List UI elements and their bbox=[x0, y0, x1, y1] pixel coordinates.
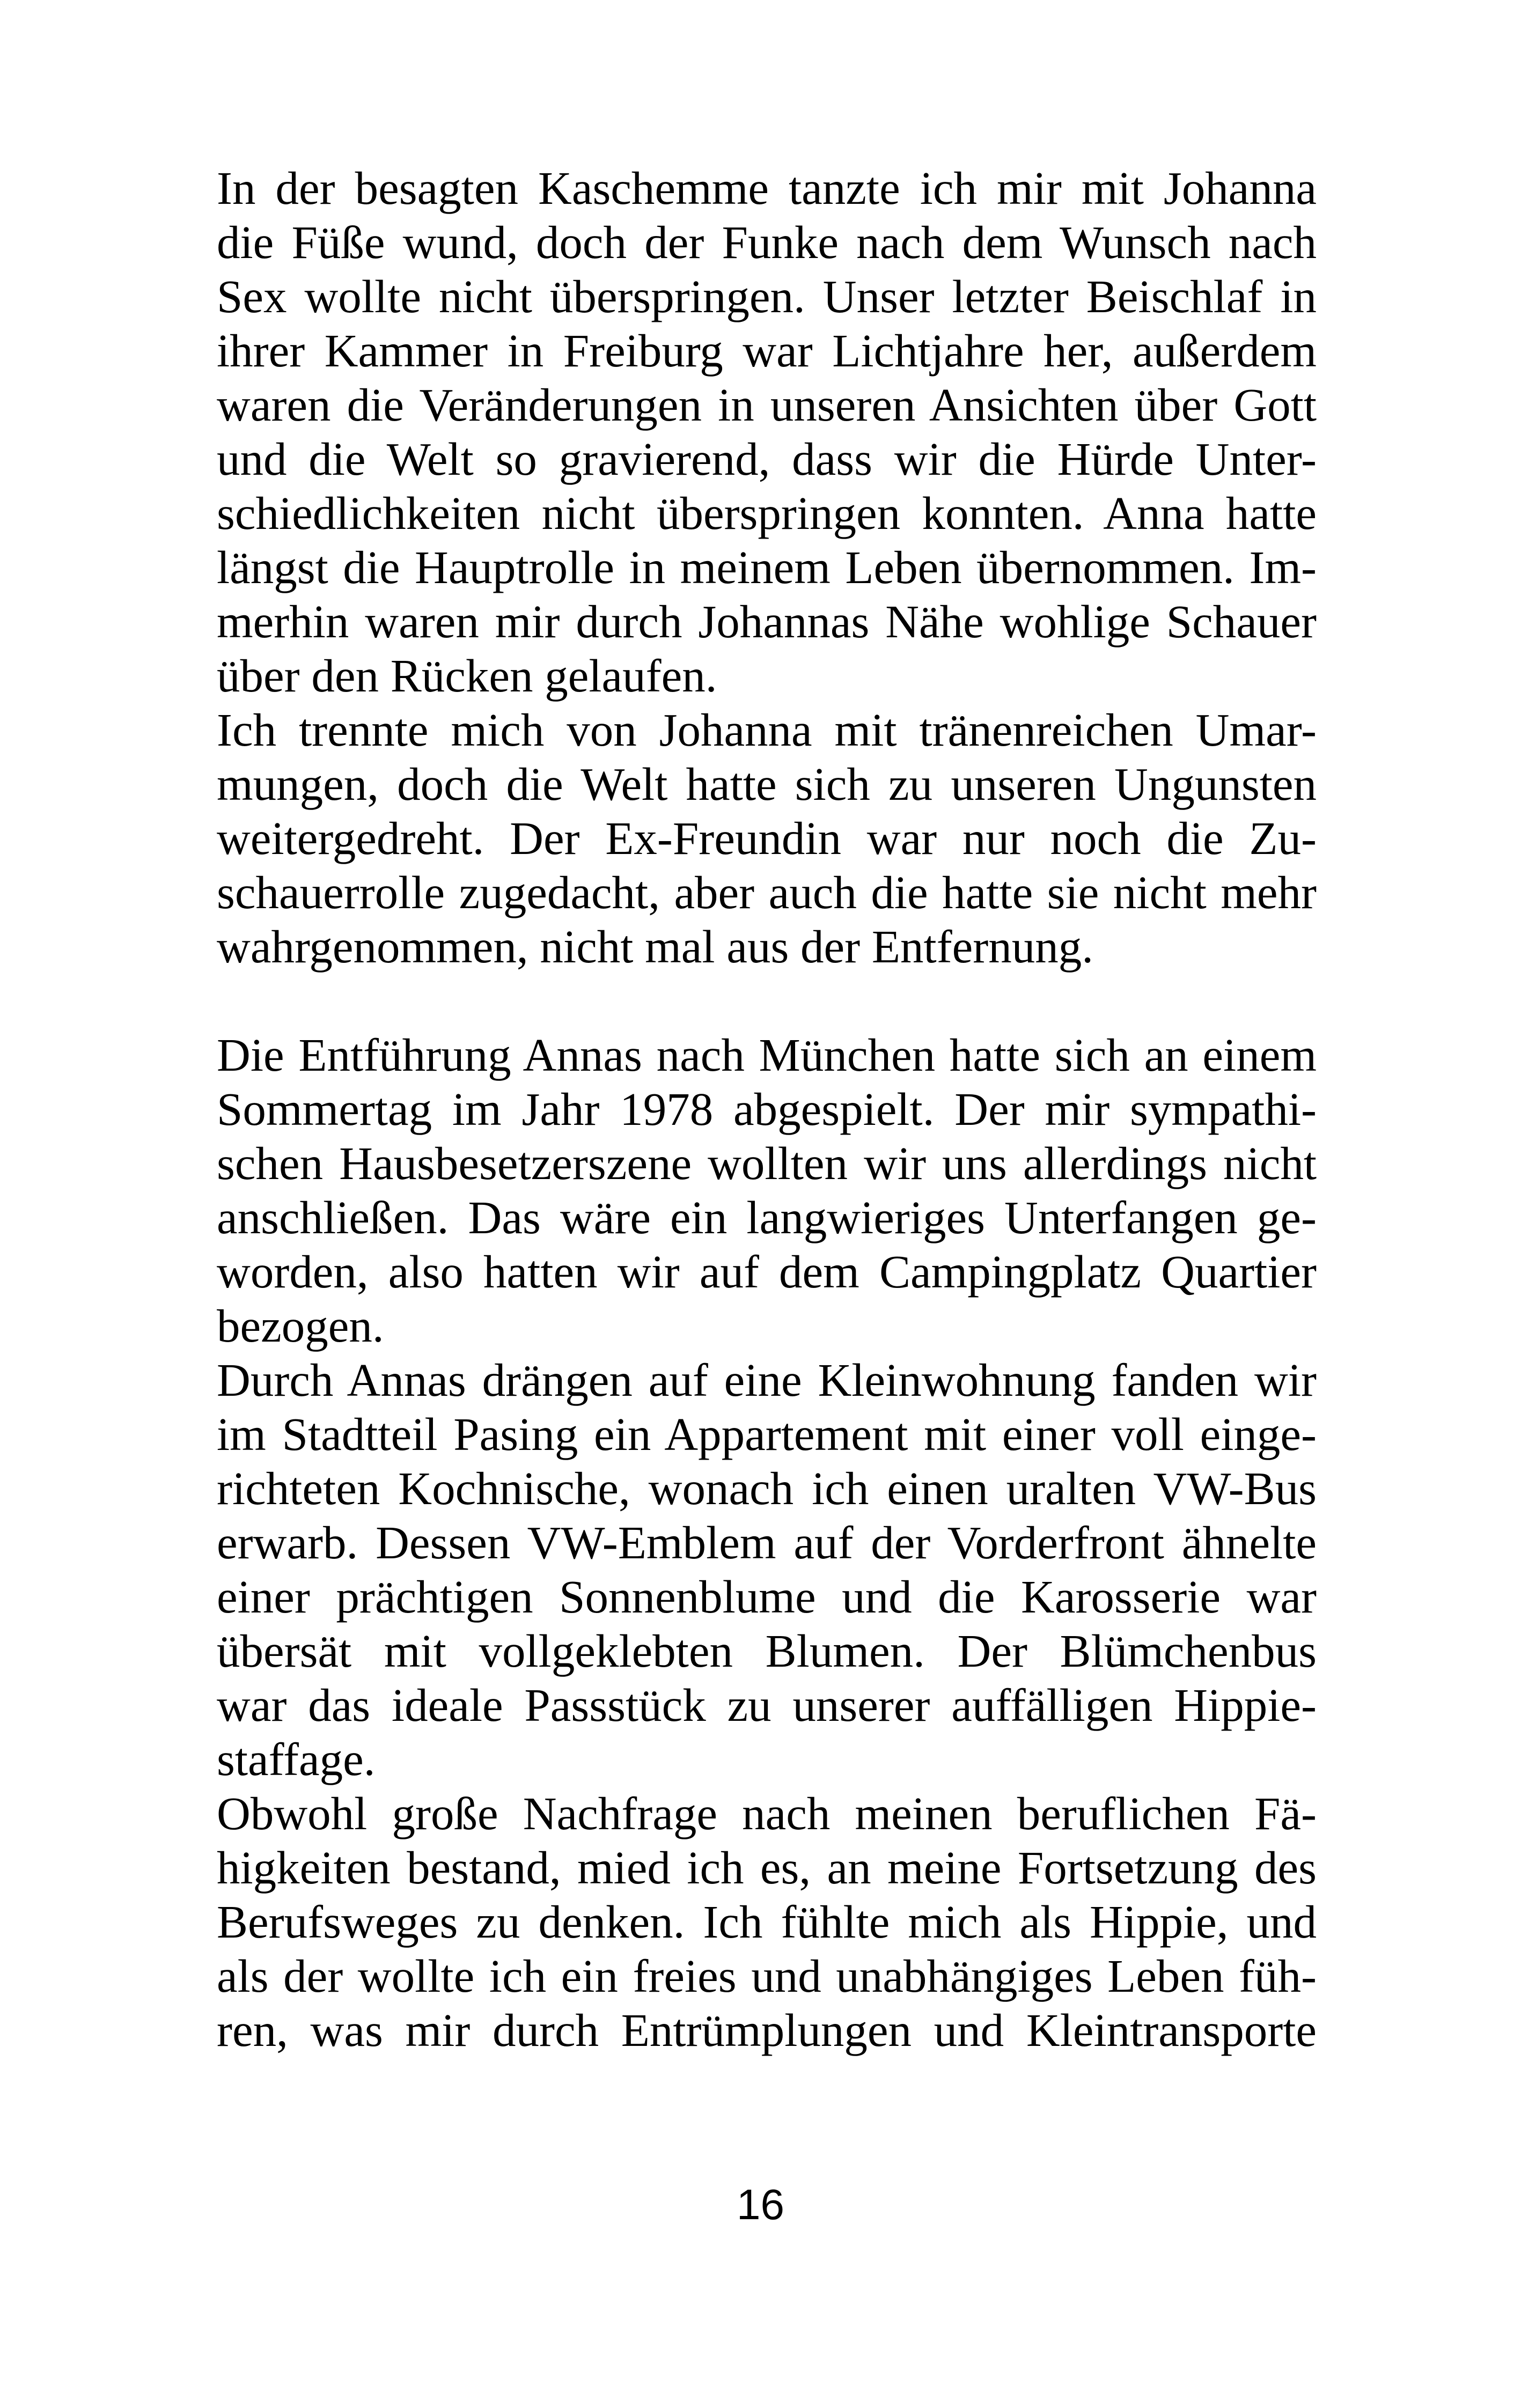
text-line: übersät mit vollgeklebten Blumen. Der Blümchenbus bbox=[217, 1625, 1317, 1677]
paragraph-gap bbox=[217, 974, 1317, 1028]
text-line: Durch Annas drängen auf eine Kleinwohnung fanden wir bbox=[217, 1354, 1317, 1406]
text-line: In der besagten Kaschemme tanzte ich mir mit Johanna bbox=[217, 162, 1317, 214]
text-line: Ich trennte mich von Johanna mit tränenreichen Umar- bbox=[217, 704, 1317, 756]
text-line: bezogen. bbox=[217, 1300, 384, 1352]
text-line: schauerrolle zugedacht, aber auch die hatte sie nicht mehr bbox=[217, 866, 1317, 918]
text-line: Berufsweges zu denken. Ich fühlte mich als Hippie, und bbox=[217, 1896, 1317, 1948]
text-line: über den Rücken gelaufen. bbox=[217, 650, 717, 702]
text-line: im Stadtteil Pasing ein Appartement mit einer voll einge- bbox=[217, 1408, 1317, 1460]
body-text bbox=[217, 161, 1317, 2057]
text-line: richteten Kochnische, wonach ich einen uralten VW-Bus bbox=[217, 1462, 1317, 1514]
text-line: einer prächtigen Sonnenblume und die Karosserie war bbox=[217, 1571, 1317, 1623]
text-line: anschließen. Das wäre ein langwieriges Unterfangen ge- bbox=[217, 1191, 1317, 1243]
text-line: worden, also hatten wir auf dem Campingplatz Quartier bbox=[217, 1246, 1317, 1298]
text-line: Sex wollte nicht überspringen. Unser letzter Beischlaf in bbox=[217, 270, 1317, 322]
text-line: weitergedreht. Der Ex-Freundin war nur noch die Zu- bbox=[217, 812, 1317, 864]
text-line: higkeiten bestand, mied ich es, an meine Fortsetzung des bbox=[217, 1842, 1317, 1894]
text-line: war das ideale Passstück zu unserer auffälligen Hippie- bbox=[217, 1679, 1317, 1731]
text-line: schen Hausbesetzerszene wollten wir uns allerdings nicht bbox=[217, 1137, 1317, 1189]
text-line: Sommertag im Jahr 1978 abgespielt. Der mir sympathi- bbox=[217, 1083, 1317, 1135]
text-line: die Füße wund, doch der Funke nach dem Wunsch nach bbox=[217, 216, 1317, 268]
text-line: staffage. bbox=[217, 1733, 376, 1785]
text-line: waren die Veränderungen in unseren Ansichten über Gott bbox=[217, 379, 1317, 431]
text-line: längst die Hauptrolle in meinem Leben übernommen. Im- bbox=[217, 541, 1317, 593]
text-line: erwarb. Dessen VW-Emblem auf der Vorderfront ähnelte bbox=[217, 1516, 1317, 1568]
text-line: Die Entführung Annas nach München hatte sich an einem bbox=[217, 1029, 1317, 1081]
text-line: ren, was mir durch Entrümplungen und Kleintransporte bbox=[217, 2004, 1317, 2056]
text-line: und die Welt so gravierend, dass wir die Hürde Unter- bbox=[217, 433, 1317, 485]
text-line: mungen, doch die Welt hatte sich zu unseren Ungunsten bbox=[217, 758, 1317, 810]
text-line: Obwohl große Nachfrage nach meinen beruflichen Fä- bbox=[217, 1787, 1317, 1839]
page-number: 16 bbox=[737, 2181, 784, 2228]
text-line: ihrer Kammer in Freiburg war Lichtjahre her, außerdem bbox=[217, 325, 1317, 377]
text-line: schiedlichkeiten nicht überspringen konnten. Anna hatte bbox=[217, 487, 1317, 539]
text-line: merhin waren mir durch Johannas Nähe wohlige Schauer bbox=[217, 595, 1317, 647]
text-line: wahrgenommen, nicht mal aus der Entfernung. bbox=[217, 921, 1094, 973]
text-line: als der wollte ich ein freies und unabhängiges Leben füh- bbox=[217, 1950, 1317, 2002]
